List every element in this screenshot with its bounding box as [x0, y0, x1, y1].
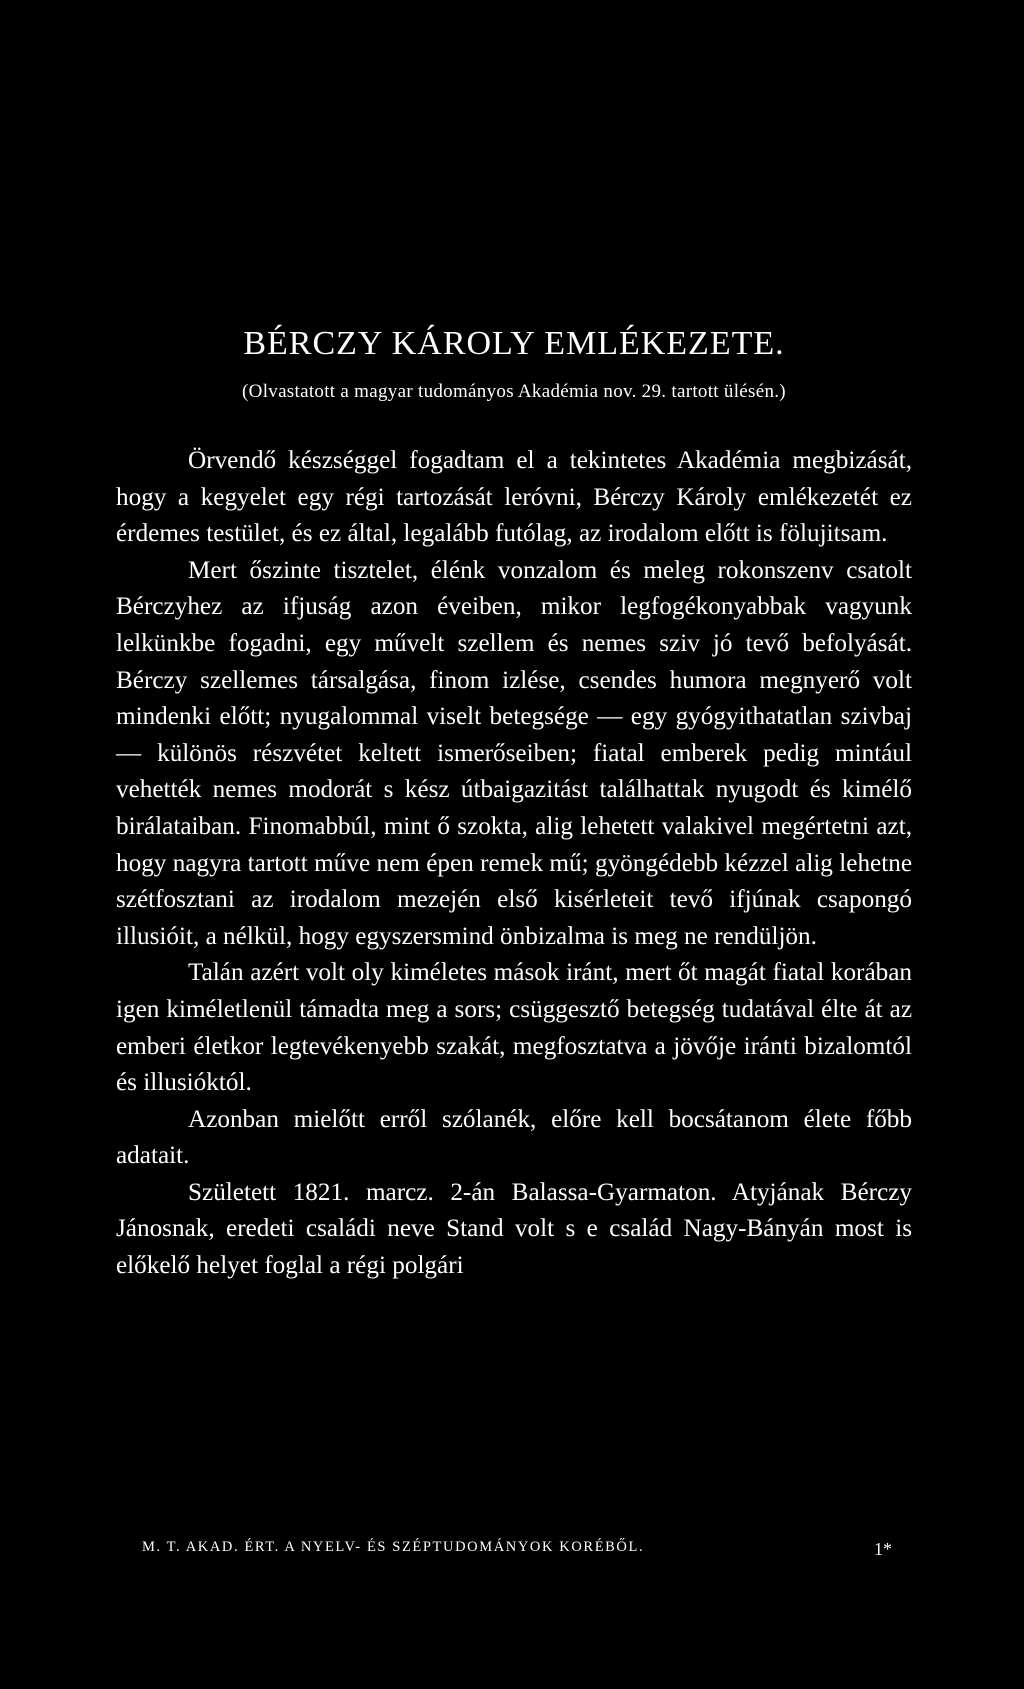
paragraph: Talán azért volt oly kiméletes mások iránt, mert őt magát fiatal korában igen kiméletlenül támadta meg a sors; csüggesztő betegség tudatával élte át az emberi életkor legtevékenyebb szakát, megfosztatva a jövője iránti bizalomtól és illusióktól.	[116, 959, 912, 1097]
page-subtitle: (Olvastatott a magyar tudományos Akadémia nov. 29. tartott ülésén.)	[242, 381, 786, 402]
body-text	[116, 443, 912, 1285]
page-footer	[142, 1539, 892, 1560]
paragraph: Örvendő készséggel fogadtam el a tekintetes Akadémia megbizását, hogy a kegyelet egy régi tartozását leróvni, Bérczy Károly emlékezetét ez érdemes testület, és ez által, legalább futólag, az irodalom előtt is fölujitsam.	[116, 447, 912, 548]
journal-line: M. T. AKAD. ÉRT. A NYELV- ÉS SZÉPTUDOMÁNYOK KORÉBŐL.	[142, 1539, 645, 1555]
document-page	[116, 325, 912, 1285]
paragraph: Született 1821. marcz. 2-án Balassa-Gyarmaton. Atyjának Bérczy Jánosnak, eredeti családi neve Stand volt s e család Nagy-Bányán most is előkelő helyet foglal a régi polgári	[116, 1178, 912, 1280]
paragraph: Azonban mielőtt erről szólanék, előre kell bocsátanom élete főbb adatait.	[116, 1105, 912, 1170]
page-title: BÉRCZY KÁROLY EMLÉKEZETE.	[243, 325, 785, 362]
signature-mark: 1*	[874, 1539, 892, 1559]
paragraph: Mert őszinte tisztelet, élénk vonzalom és meleg rokonszenv csatolt Bérczyhez az ifjuság azon éveiben, mikor legfogékonyabbak vagyunk lelkünkbe fogadni, egy művelt szellem és nemes sziv jó tevő befolyását. Bérczy szellemes társalgása, finom izlése, csendes humora megnyerő volt mindenki előtt; nyugalommal viselt betegsége — egy gyógyithatatlan szivbaj — különös részvétet keltett ismerőseiben; fiatal emberek pedig mintául vehették nemes modorát s kész útbaigazitást találhattak nyugodt és kimélő birálataiban. Finomabbúl, mint ő szokta, alig lehetett valakivel megértetni azt, hogy nagyra tartott műve nem épen remek mű; gyöngédebb kézzel alig lehetne szétfosztani az irodalom mezején első kisérleteit tevő ifjúnak csapongó illusióit, a nélkül, hogy egyszersmind önbizalma is meg ne rendüljön.	[116, 556, 912, 950]
